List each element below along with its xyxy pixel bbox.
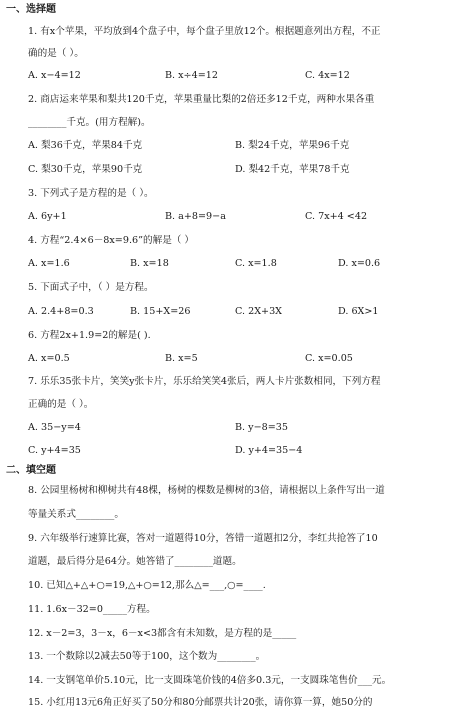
question-3-option-b[interactable]: B. a+8=9−a: [165, 211, 226, 222]
question-4-option-a[interactable]: A. x=1.6: [28, 258, 70, 269]
question-1-line-2: 确的是（ ）。: [28, 48, 84, 59]
question-8-line-2: 等量关系式________。: [28, 509, 124, 520]
question-6-line-1: 6. 方程2x+1.9=2的解是( ).: [28, 330, 151, 341]
question-12-line-1: 12. x－2=3，3－x，6－x<3都含有未知数，是方程的是_____: [28, 628, 297, 639]
section-title-fill: 二、填空题: [6, 465, 56, 476]
question-3-option-c[interactable]: C. 7x+4 <42: [305, 211, 368, 222]
question-3-option-a[interactable]: A. 6y+1: [28, 211, 67, 222]
question-7-option-b[interactable]: B. y−8=35: [235, 422, 288, 433]
question-1-line-1: 1. 有x个苹果，平均放到4个盘子中，每个盘子里放12个。根据题意列出方程，不正: [28, 26, 381, 37]
question-4-option-c[interactable]: C. x=1.8: [235, 258, 277, 269]
question-2-option-b[interactable]: B. 梨24千克，苹果96千克: [235, 140, 350, 151]
question-1-option-b[interactable]: B. x÷4=12: [165, 70, 218, 81]
question-2-option-d[interactable]: D. 梨42千克，苹果78千克: [235, 164, 350, 175]
question-4-option-d[interactable]: D. x=0.6: [338, 258, 381, 269]
question-7-line-1: 7. 乐乐35张卡片，笑笑y张卡片，乐乐给笑笑4张后，两人卡片张数相同，下列方程: [28, 376, 381, 387]
question-6-option-c[interactable]: C. x=0.05: [305, 353, 353, 364]
question-4-line-1: 4. 方程“2.4×6－8x=9.6”的解是（ ）: [28, 235, 195, 246]
question-11-line-1: 11. 1.6x－32=0_____方程。: [28, 604, 156, 615]
question-7-option-c[interactable]: C. y+4=35: [28, 445, 81, 456]
question-5-line-1: 5. 下面式子中，（ ）是方程。: [28, 282, 154, 293]
question-2-option-a[interactable]: A. 梨36千克，苹果84千克: [28, 140, 143, 151]
question-5-option-a[interactable]: A. 2.4+8=0.3: [28, 306, 94, 317]
question-10-line-1: 10. 已知△+△+○=19,△+○=12,那么△=___,○=____.: [28, 580, 266, 591]
question-7-option-a[interactable]: A. 35−y=4: [28, 422, 81, 433]
question-1-option-a[interactable]: A. x−4=12: [28, 70, 81, 81]
question-5-option-d[interactable]: D. 6X>1: [338, 306, 379, 317]
question-2-line-2: ________千克。(用方程解)。: [28, 117, 151, 128]
question-9-line-1: 9. 六年级举行速算比赛，答对一道题得10分，答错一道题扣2分，李红共抢答了10: [28, 533, 378, 544]
question-3-line-1: 3. 下列式子是方程的是（ ）。: [28, 188, 154, 199]
question-6-option-a[interactable]: A. x=0.5: [28, 353, 70, 364]
section-title-choice: 一、选择题: [6, 4, 56, 15]
question-13-line-1: 13. 一个数除以2减去50等于100，这个数为________。: [28, 651, 266, 662]
question-9-line-2: 道题，最后得分是64分。她答错了________道题。: [28, 556, 242, 567]
question-7-line-2: 正确的是（ ）。: [28, 399, 94, 410]
question-7-option-d[interactable]: D. y+4=35−4: [235, 445, 303, 456]
question-15-line-1: 15. 小红用13元6角正好买了50分和80分邮票共计20张，请你算一算，她50分的: [28, 697, 373, 708]
question-4-option-b[interactable]: B. x=18: [130, 258, 169, 269]
question-5-option-c[interactable]: C. 2X+3X: [235, 306, 283, 317]
question-2-option-c[interactable]: C. 梨30千克，苹果90千克: [28, 164, 143, 175]
question-1-option-c[interactable]: C. 4x=12: [305, 70, 350, 81]
question-8-line-1: 8. 公园里杨树和柳树共有48棵，杨树的棵数是柳树的3倍，请根据以上条件写出一道: [28, 485, 385, 496]
question-14-line-1: 14. 一支钢笔单价5.10元，比一支圆珠笔价钱的4倍多0.3元，一支圆珠笔售价___元。: [28, 675, 392, 686]
question-5-option-b[interactable]: B. 15+X=26: [130, 306, 191, 317]
question-2-line-1: 2. 商店运来苹果和梨共120千克，苹果重量比梨的2倍还多12千克，两种水果各重: [28, 94, 375, 105]
question-6-option-b[interactable]: B. x=5: [165, 353, 198, 364]
